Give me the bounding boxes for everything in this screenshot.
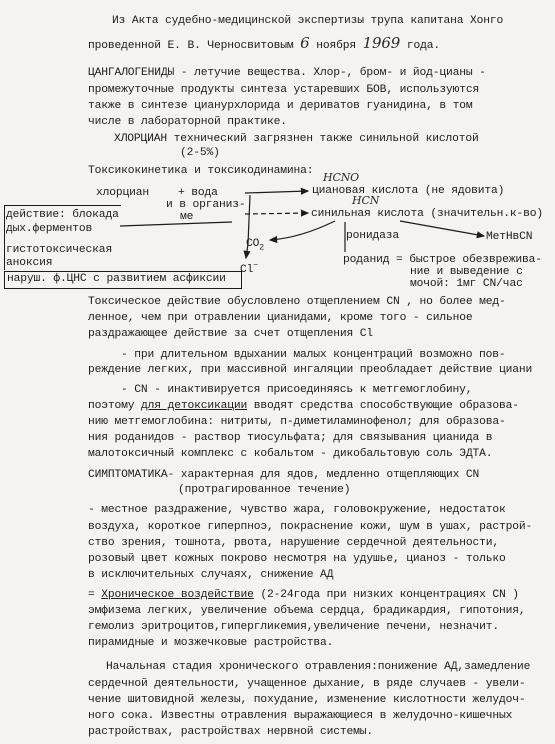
handwritten-hcno: НСNO	[323, 171, 360, 184]
line-to-action-box	[120, 222, 232, 226]
p5-line-1	[88, 588, 519, 602]
scheme-arrows	[0, 0, 555, 300]
scheme-hydrocyanic-acid: синильная кислота (значительн.к-во)	[311, 208, 544, 220]
scheme-rhodanide-1: роданид = быстрое обезврежива-	[343, 254, 542, 266]
arrow-to-co2	[270, 221, 335, 240]
arrow-to-cyanic-acid	[245, 191, 308, 193]
handwritten-hcn: НСN	[352, 194, 380, 207]
scheme-water: + вода	[178, 187, 218, 199]
scheme-methb: МетНвСN	[486, 231, 533, 243]
p4-line-2: воздуха, короткое гиперпноэ, покраснение кожи, шум в ушах, растрой-	[88, 521, 533, 533]
p2-line-2: реждение легких, при массивной ингаляции преобладает действие циани	[88, 364, 533, 376]
p6-line-4: ного сока. Известны отравления выражающиеся в желудочно-кишечных	[88, 710, 513, 722]
scheme-rhodanese: ронидаза	[346, 230, 400, 242]
handwritten-year: 1969	[362, 34, 401, 52]
p6-line-5: растройствах, растройствах нервной системы.	[88, 726, 374, 738]
p6-line-2: сердечной деятельности, учащенное дыхание, в ряде случаев - увели-	[88, 678, 526, 690]
scheme-cl-text: Cl	[240, 263, 254, 276]
p3-line-2a: поэтому	[88, 400, 135, 412]
arrow-down-stem	[248, 195, 250, 244]
action-line-5: наруш. ф.ЦНС с развитием асфиксии	[7, 273, 226, 285]
p3-line-2b: вводят средства способствующие образова-	[253, 400, 519, 412]
scheme-rhodanide-2: ние и выведение с	[410, 266, 523, 278]
p3-line-2	[88, 399, 519, 413]
p1-line-2: ленное, чем при отравлении цианидами, кроме того - сильное	[88, 312, 473, 324]
intro-line-3: также в синтезе цианурхлорида и дериватов гуанидина, в том	[88, 100, 473, 112]
chronic-exposure-heading: Хроническое воздействие	[101, 589, 254, 601]
header-month: ноября	[316, 40, 356, 52]
p1-line-3: раздражающее действие за счет отщепления Cl	[88, 328, 374, 340]
intro-line-4: числе в лабораторной практике.	[88, 116, 287, 128]
action-line-1: действие: блокада	[6, 209, 119, 221]
intro-line-1: ЦАНГАЛОГЕНИДЫ - летучие вещества. Хлор-, бром- и йод-цианы -	[88, 67, 486, 79]
detoxication-heading: для детоксикации	[141, 400, 248, 412]
scheme-cyanic-acid: циановая кислота (не ядовита)	[312, 185, 505, 197]
header-line-1: Из Акта судебно-медицинской экспертизы трупа капитана Хонго	[112, 15, 504, 27]
scheme-co2-subscript: 2	[259, 243, 264, 253]
scheme-organism: и в организ-	[166, 199, 246, 211]
p4-line-4: розовый цвет кожных покрово несмотря на удушье, цианоз - только	[88, 553, 506, 565]
p1-line-1: Токсическое действие обусловлено отщеплением CN , но более мед-	[88, 296, 506, 308]
header-year-suffix: года.	[406, 40, 440, 52]
p3-line-1: - CN - инактивируется присоединяясь к метгемоглобину,	[121, 384, 473, 396]
symptomatics-line-2: (протрагированное течение)	[178, 484, 351, 496]
p4-line-1: - местное раздражение, чувство жара, головокружение, недостаток	[88, 504, 506, 516]
p5-line-4: пирамидные и мозжечковые растройства.	[88, 637, 334, 649]
arrow-to-cl	[246, 244, 248, 258]
action-line-3: гистотоксическая	[6, 244, 113, 256]
toxicokinetics-title: Токсикокинетика и токсикодинамина:	[88, 165, 314, 177]
action-line-2: дых.ферментов	[6, 223, 93, 235]
chlorcyan-line-1: ХЛОРЦИАН технический загрязнен также синильной кислотой	[114, 133, 479, 145]
scheme-organism-2: ме	[180, 211, 194, 223]
p3-line-4: ния роданидов - раствор тиосульфата; для связывания цианида в	[88, 432, 493, 444]
p5-line-2: эмфизема легких, увеличение объема сердца, брадикардия, гипотония,	[88, 605, 526, 617]
chlorcyan-line-2: (2-5%)	[180, 147, 220, 159]
symptomatics-line-1: СИМПТОМАТИКА- характерная для ядов, медленно отщепляющих CN	[88, 469, 480, 481]
p6-line-1: Начальная стадия хронического отравления:понижение АД,замедление	[106, 661, 531, 673]
p4-line-5: в исключительных случаях, снижение АД	[88, 569, 334, 581]
arrow-to-hydrocyanic-acid	[245, 213, 308, 214]
intro-line-2: промежуточные продукты синтеза устаревших БОВ, используются	[88, 84, 480, 96]
header-author: проведенной Е. В. Черносвитовым	[88, 40, 294, 52]
handwritten-day: 6	[300, 34, 310, 52]
p5-line-1a: =	[88, 589, 102, 601]
p6-line-3: чение шитовидной железы, похудание, изменение кислотности желудоч-	[88, 694, 526, 706]
scheme-chlorcyan: хлорциан	[96, 187, 150, 199]
p4-line-3: ство зрения, тошнота, рвота, нарушение сердечной деятельности,	[88, 537, 500, 549]
scheme-rhodanide-3: мочой: 1мг СN/час	[410, 278, 523, 290]
p5-line-1b: (2-24года при низких концентрациях CN )	[253, 589, 519, 601]
p3-line-5: малотоксичный комплекс с кобальтом - дикобальтовую соль ЭДТА.	[88, 448, 493, 460]
scheme-cl-superscript: −	[253, 261, 258, 270]
p3-line-3: нию метгемоглобина: нитриты, п-диметиламинофенол; для образова-	[88, 416, 506, 428]
p5-line-3: гемолиз эритроцитов,гипергликемия,увеличение печени, незначит.	[88, 621, 500, 633]
arrow-to-methb	[400, 221, 484, 236]
action-line-4: аноксия	[6, 257, 53, 269]
scheme-co2-text: СО	[246, 238, 260, 250]
p2-line-1: - при длительном вдыхании малых концентраций возможно пов-	[121, 349, 506, 361]
